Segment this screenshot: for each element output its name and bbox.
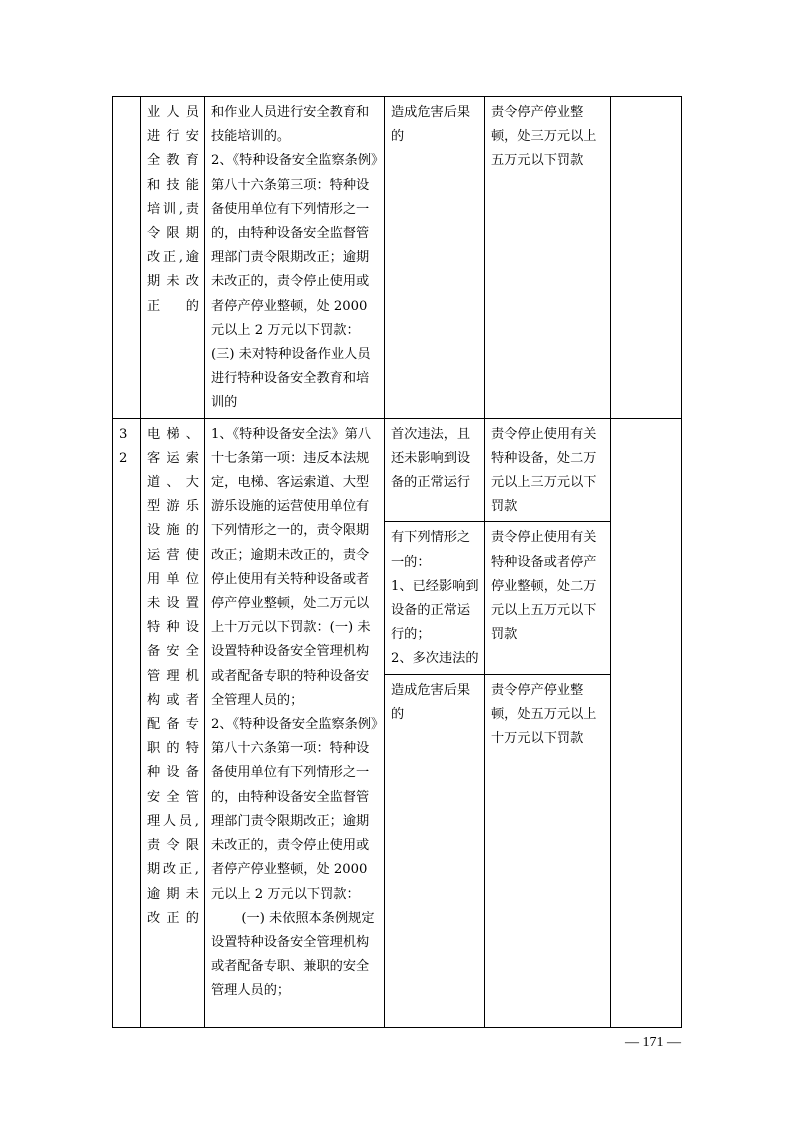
penalty-standard-cell: 责令停止使用有关特种设备，处二万元以上三万元以下罚款 bbox=[485, 418, 611, 522]
violation-item-text: 业人员进行安全教育和技能培训,责令限期改正,逾期未改正的 bbox=[147, 105, 199, 314]
remarks-cell bbox=[611, 97, 682, 419]
remarks-cell bbox=[611, 418, 682, 1027]
penalty-standard-cell: 责令停产停业整顿，处三万元以上五万元以下罚款 bbox=[485, 97, 611, 419]
circumstance-cell: 造成危害后果的 bbox=[385, 674, 485, 1027]
circumstance-cell: 首次违法，且还未影响到设备的正常运行 bbox=[385, 418, 485, 522]
violation-item-cell bbox=[141, 418, 205, 1027]
violation-item-cell bbox=[141, 97, 205, 419]
item-number-cell bbox=[113, 97, 141, 419]
legal-basis-paragraph: 2、《特种设备安全监察条例》第八十六条第三项：特种设备使用单位有下列情形之一的，由特种设备安全监督管理部门责令限期改正；逾期未改正的，责令停止使用或者停产停业整顿，处 2000 元以上 2 万元以下罚款：(三) 未对特种设备作业人员进行特种设备安全教育和培训的 bbox=[211, 153, 378, 411]
penalty-table bbox=[112, 96, 682, 1028]
item-number-cell: 32 bbox=[113, 418, 141, 1027]
table-row bbox=[113, 97, 682, 419]
penalty-standard-cell: 责令停止使用有关特种设备或者停产停业整顿，处二万元以上五万元以下罚款 bbox=[485, 522, 611, 674]
violation-item-text: 电梯、客运索道、大型游乐设施的运营使用单位未设置特种设备安全管理机构或者配备专职的特种设备安全管理人员,责令限期改正,逾期未改正的 bbox=[147, 426, 199, 926]
table-row bbox=[113, 418, 682, 522]
legal-basis-paragraph: 2、《特种设备安全监察条例》第八十六条第一项：特种设备使用单位有下列情形之一的，由特种设备安全监督管理部门责令限期改正；逾期未改正的，责令停止使用或者停产停业整顿，处 2000 元以上 2 万元以下罚款： bbox=[211, 717, 378, 902]
legal-basis-cell bbox=[205, 97, 385, 419]
circumstance-cell: 造成危害后果的 bbox=[385, 97, 485, 419]
circumstance-cell: 有下列情形之一的： 1、已经影响到设备的正常运行的； 2、多次违法的 bbox=[385, 522, 485, 674]
legal-basis-paragraph: 和作业人员进行安全教育和技能培训的。 bbox=[211, 105, 370, 145]
legal-basis-cell bbox=[205, 418, 385, 1027]
page-number: — 171 — bbox=[625, 1035, 681, 1050]
legal-basis-paragraph: 1、《特种设备安全法》第八十七条第一项：违反本法规定，电梯、客运索道、大型游乐设施的运营使用单位有下列情形之一的，责令限期改正；逾期未改正的，责令停止使用有关特种设备或者停产停业整顿，处二万元以上十万元以下罚款：(一) 未设置特种设备安全管理机构或者配备专职的特种设备安全管理人员的； bbox=[211, 426, 372, 708]
legal-basis-paragraph: (一) 未依照本条例规定设置特种设备安全管理机构或者配备专职、兼职的安全管理人员的； bbox=[211, 910, 375, 999]
penalty-standard-cell: 责令停产停业整顿，处五万元以上十万元以下罚款 bbox=[485, 674, 611, 1027]
